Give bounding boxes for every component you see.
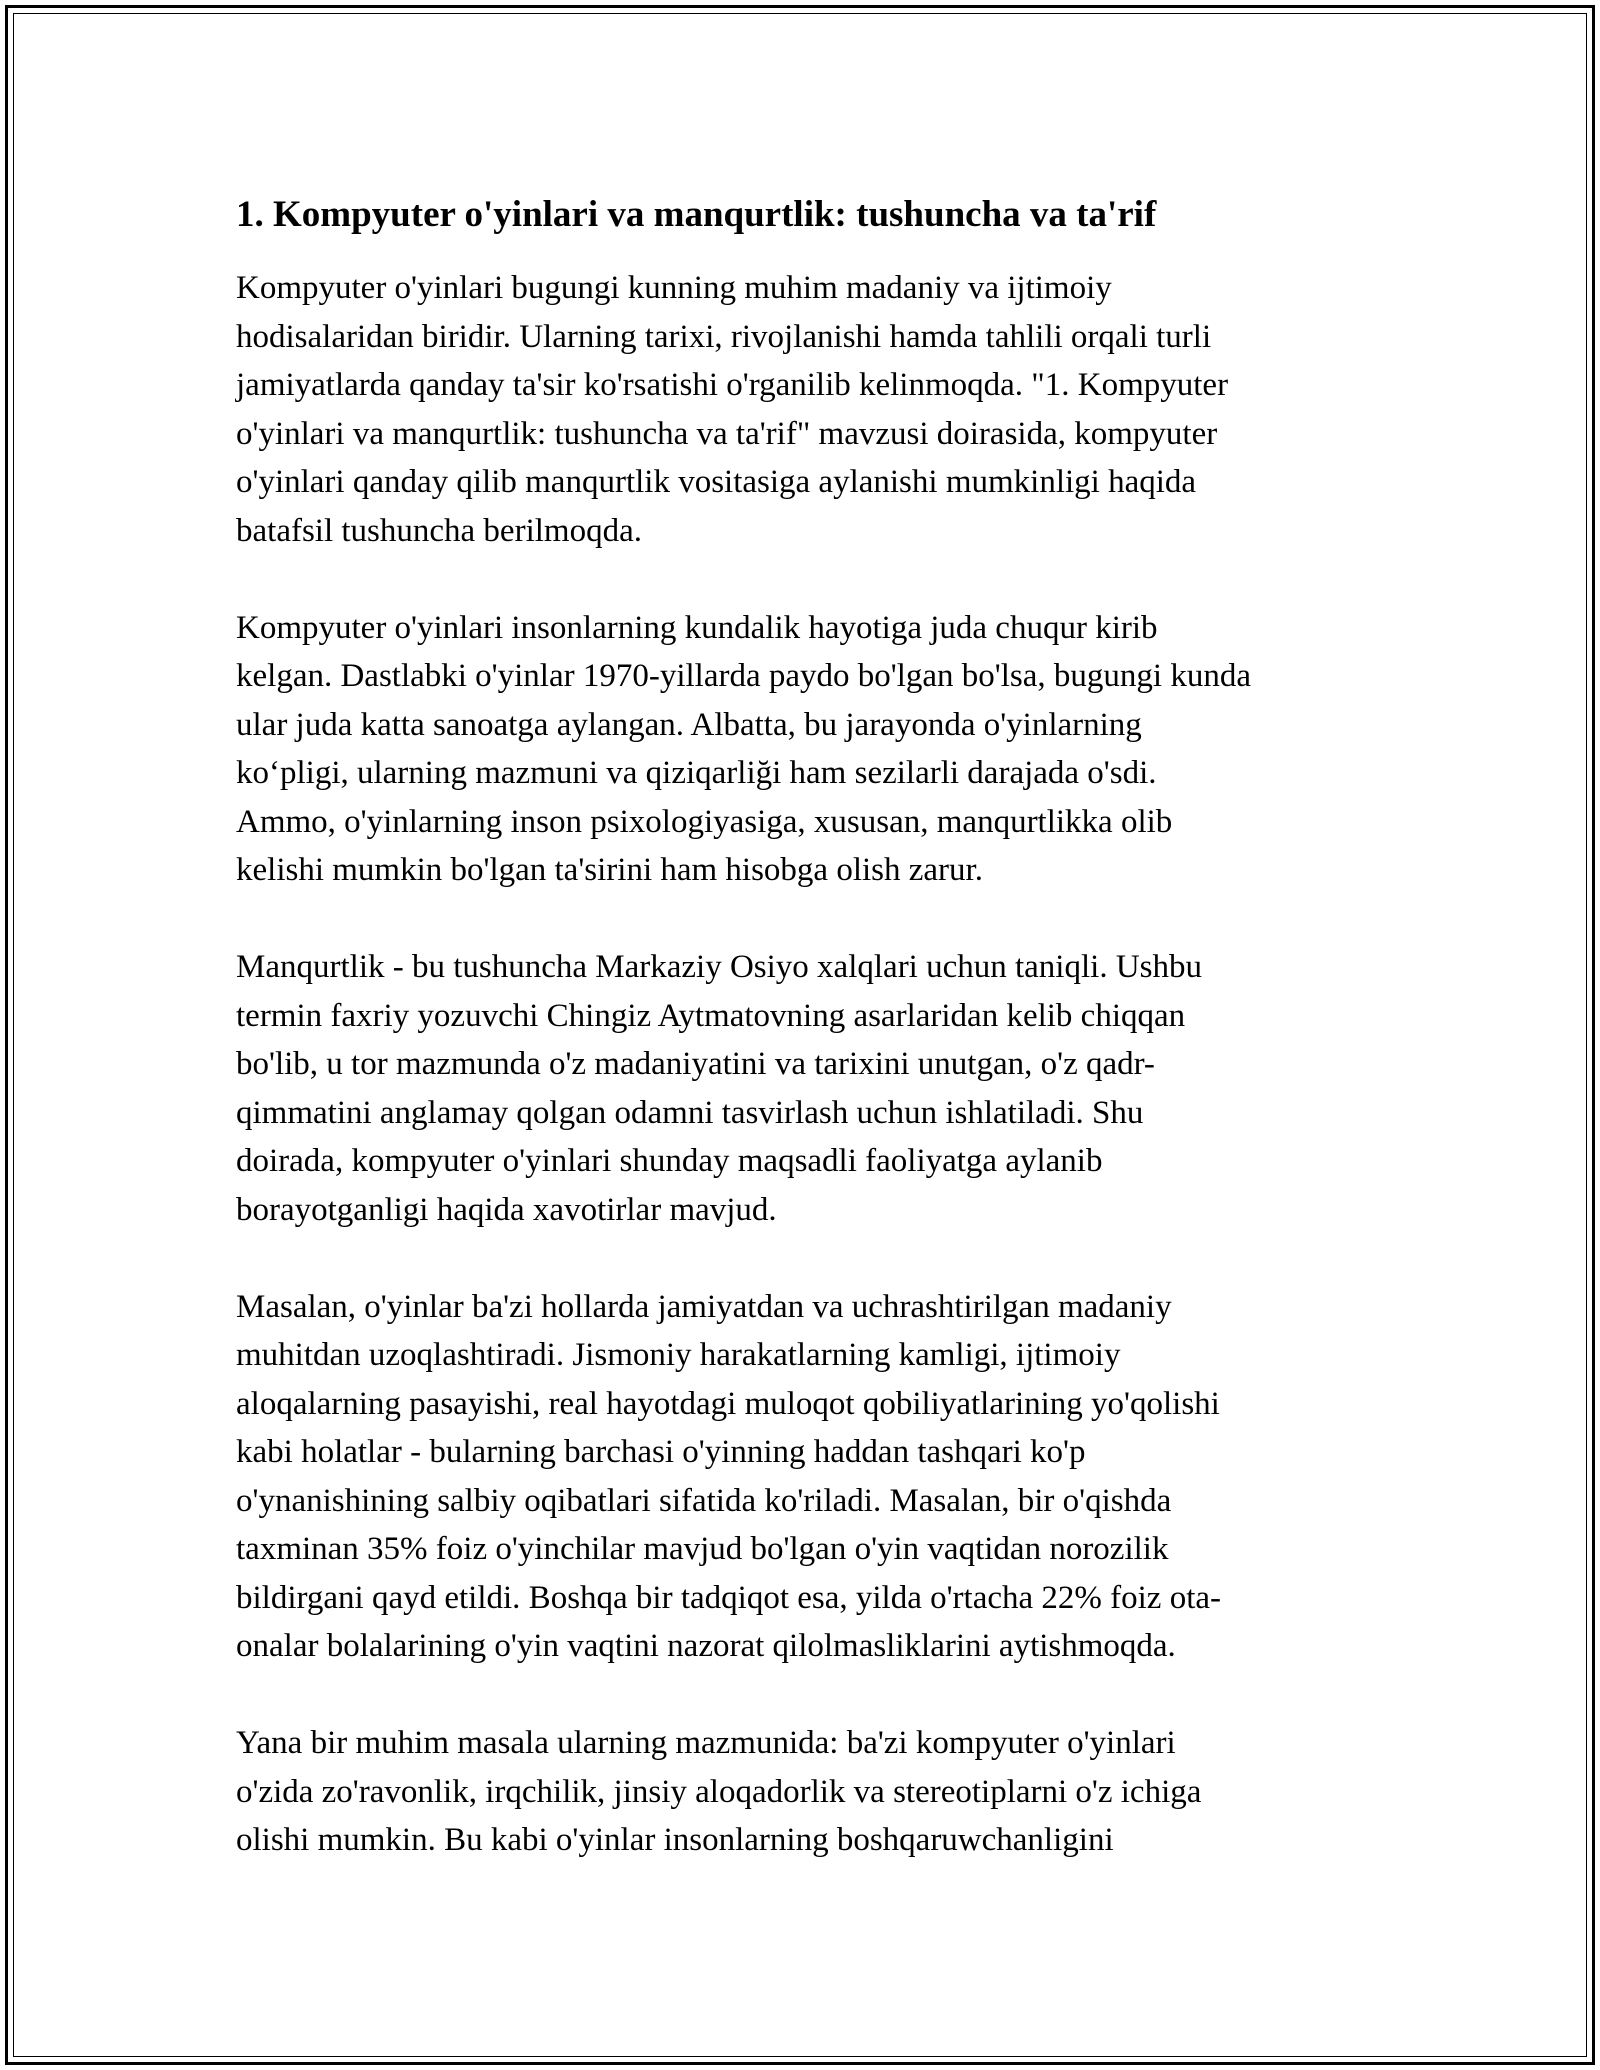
text-line: jamiyatlarda qanday ta'sir ko'rsatishi o'rganilib kelinmoqda. "1. Kompyuter — [236, 367, 1229, 403]
text-line: ular juda katta sanoatga aylangan. Albatta, bu jarayonda o'yinlarning — [236, 706, 1142, 743]
paragraph-2 — [236, 604, 1376, 895]
text-line: borayotganligi haqida xavotirlar mavjud. — [236, 1191, 777, 1228]
text-line: olishi mumkin. Bu kabi o'yinlar insonlarning boshqaruwchanligini — [236, 1822, 1114, 1858]
text-line: onalar bolalarining o'yin vaqtini nazorat qilolmasliklarini aytishmoqda. — [236, 1628, 1176, 1664]
text-line: kabi holatlar - bularning barchasi o'yinning haddan tashqari ko'p — [236, 1434, 1086, 1470]
text-line: hodisalaridan biridir. Ularning tarixi, rivojlanishi hamda tahlili orqali turli — [236, 318, 1212, 355]
paragraph-1 — [236, 264, 1376, 555]
text-line: taxminan 35% foiz o'yinchilar mavjud bo'lgan o'yin vaqtidan norozilik — [236, 1531, 1169, 1567]
text-line: Manqurtlik - bu tushuncha Markaziy Osiyo xalqlari uchun taniqli. Ushbu — [236, 949, 1202, 985]
text-line: o'yinlari qanday qilib manqurtlik vositasiga aylanishi mumkinligi haqida — [236, 464, 1197, 500]
text-line: Kompyuter o'yinlari insonlarning kundalik hayotiga juda chuqur kirib — [236, 609, 1158, 646]
text-line: Yana bir muhim masala ularning mazmunida: ba'zi kompyuter o'yinlari — [236, 1725, 1176, 1761]
text-line: qimmatini anglamay qolgan odamni tasvirlash uchun ishlatiladi. Shu — [236, 1094, 1144, 1131]
text-line: kelgan. Dastlabki o'yinlar 1970-yillarda paydo bo'lgan bo'lsa, bugungi kunda — [236, 658, 1251, 694]
text-line: Ammo, o'yinlarning inson psixologiyasiga, xususan, manqurtlikka olib — [236, 803, 1173, 840]
text-line: koʻpligi, ularning mazmuni va qiziqarliği ham sezilarli darajada o'sdi. — [236, 755, 1157, 791]
text-line: termin faxriy yozuvchi Chingiz Aytmatovning asarlaridan kelib chiqqan — [236, 997, 1186, 1034]
paragraph-3 — [236, 943, 1376, 1234]
text-line: o'ynanishining salbiy oqibatlari sifatida ko'riladi. Masalan, bir o'qishda — [236, 1482, 1172, 1519]
paragraph-4 — [236, 1283, 1376, 1671]
paragraph-5 — [236, 1719, 1376, 1865]
text-line: batafsil tushuncha berilmoqda. — [236, 512, 642, 549]
text-line: aloqalarning pasayishi, real hayotdagi muloqot qobiliyatlarining yo'qolishi — [236, 1385, 1220, 1422]
text-line: o'yinlari va manqurtlik: tushuncha va ta'rif" mavzusi doirasida, kompyuter — [236, 415, 1218, 452]
text-line: o'zida zo'ravonlik, irqchilik, jinsiy aloqadorlik va stereotiplarni o'z ichiga — [236, 1773, 1202, 1810]
text-line: bildirgani qayd etildi. Boshqa bir tadqiqot esa, yilda o'rtacha 22% foiz ota- — [236, 1579, 1222, 1616]
text-line: doirada, kompyuter o'yinlari shunday maqsadli faoliyatga aylanib — [236, 1143, 1103, 1179]
text-line: bo'lib, u tor mazmunda o'z madaniyatini va tarixini unutgan, o'z qadr- — [236, 1046, 1155, 1082]
text-line: muhitdan uzoqlashtiradi. Jismoniy harakatlarning kamligi, ijtimoiy — [236, 1337, 1121, 1373]
text-line: Masalan, o'yinlar ba'zi hollarda jamiyatdan va uchrashtirilgan madaniy — [236, 1288, 1172, 1325]
document-body — [236, 188, 1376, 1913]
text-line: Kompyuter o'yinlari bugungi kunning muhim madaniy va ijtimoiy — [236, 270, 1112, 306]
text-line: kelishi mumkin bo'lgan ta'sirini ham hisobga olish zarur. — [236, 852, 983, 888]
section-heading: 1. Kompyuter o'yinlari va manqurtlik: tushuncha va ta'rif — [236, 194, 1157, 235]
